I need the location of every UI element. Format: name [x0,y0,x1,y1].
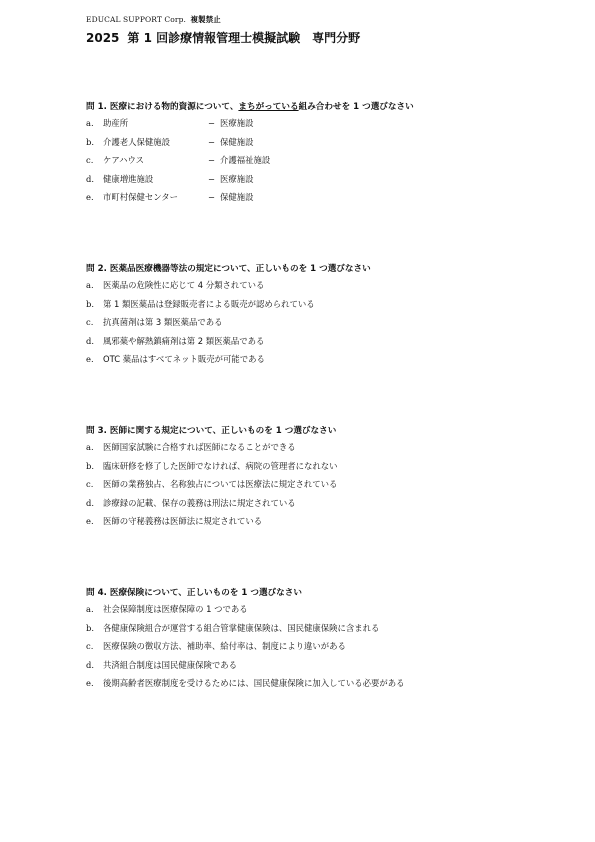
choice-left: 市町村保健センター [103,192,179,203]
choice-text: 医療保険の徴収方法、補助率、給付率は、制度により違いがある [103,641,346,652]
choice-left: 介護老人保健施設 [103,136,170,147]
choice-letter: c. [86,641,94,652]
choice-b [86,295,526,314]
choice-letter: a. [86,442,94,452]
choice-letter: c. [86,479,94,490]
choice-e [86,350,526,369]
question-3-stem [86,424,526,438]
choice-letter: d. [86,335,95,346]
choice-e [86,512,526,531]
choice-a [86,276,526,295]
company-name: EDUCAL SUPPORT Corp. [86,15,186,24]
choice-a [86,438,526,457]
choice-letter: c. [86,317,94,328]
choice-dash: − [208,192,216,203]
choice-letter: e. [86,354,94,365]
choice-text: 医薬品の危険性に応じて 4 分類されている [103,280,265,290]
choice-text: 後期高齢者医療制度を受けるためには、国民健康保険に加入している必要がある [103,678,405,689]
question-4 [86,586,526,693]
choice-text: 臨床研修を修了した医師でなければ、病院の管理者になれない [103,460,338,471]
exam-field: 専門分野 [312,31,361,45]
question-number: 問 1. [86,102,107,112]
choice-dash: − [208,173,216,184]
choice-text: 抗真菌剤は第 3 類医薬品である [103,317,223,328]
copy-prohibited-notice: 複製禁止 [190,15,221,24]
exam-round: 第 1 回診療情報管理士模擬試験 [127,31,301,45]
question-1-stem [86,100,526,114]
question-2 [86,262,526,369]
choice-text: 医師国家試験に合格すれば医師になることができる [103,442,296,452]
choice-dash: − [208,118,216,128]
choice-d [86,656,526,675]
choice-text: 風邪薬や解熱鎮痛剤は第 2 類医薬品である [103,335,265,346]
exam-year: 2025 [86,31,120,45]
choice-letter: a. [86,604,94,614]
choice-a [86,600,526,619]
choice-b [86,133,526,152]
choice-c [86,637,526,656]
choice-right: 医療施設 [220,118,254,128]
page-header [86,14,221,25]
choice-c [86,475,526,494]
choice-d [86,494,526,513]
stem-part: 組み合わせを 1 つ選びなさい [298,102,414,112]
question-number: 問 4. [86,588,107,598]
question-4-stem [86,586,526,600]
page-title [86,29,360,46]
choice-left: ケアハウス [103,155,144,166]
choice-text: 共済組合制度は国民健康保険である [103,659,237,670]
choice-text: 社会保障制度は医療保障の 1 つである [103,604,248,614]
choice-letter: e. [86,678,94,689]
stem-underlined: まちがっている [238,102,299,112]
choice-letter: b. [86,460,95,471]
choice-d [86,332,526,351]
choice-letter: c. [86,155,94,166]
choice-text: OTC 薬品はすべてネット販売が可能である [103,354,265,365]
stem-text: 医薬品医療機器等法の規定について、正しいものを 1 つ選びなさい [109,264,371,274]
choice-text: 診療録の記載、保存の義務は刑法に規定されている [103,497,296,508]
choice-e [86,674,526,693]
choice-dash: − [208,136,216,147]
choice-letter: b. [86,298,95,309]
choice-c [86,151,526,170]
choice-letter: a. [86,118,94,128]
choice-left: 健康増進施設 [103,173,154,184]
choice-c [86,313,526,332]
question-3 [86,424,526,531]
question-2-stem [86,262,526,276]
choice-d [86,170,526,189]
choice-letter: e. [86,192,94,203]
choice-letter: d. [86,497,95,508]
stem-text: 医師に関する規定について、正しいものを 1 つ選びなさい [109,426,337,436]
question-1 [86,100,526,207]
choice-letter: b. [86,622,95,633]
question-number: 問 3. [86,426,107,436]
choice-text: 医師の業務独占、名称独占については医療法に規定されている [103,479,338,490]
choice-right: 保健施設 [220,136,254,147]
stem-text: 医療保険について、正しいものを 1 つ選びなさい [109,588,302,598]
choice-right: 保健施設 [220,192,254,203]
choice-letter: e. [86,516,94,527]
choice-text: 各健康保険組合が運営する組合管掌健康保険は、国民健康保険に含まれる [103,622,380,633]
choice-letter: d. [86,659,95,670]
choice-text: 第 1 類医薬品は登録販売者による販売が認められている [103,298,315,309]
choice-b [86,619,526,638]
choice-letter: d. [86,173,95,184]
stem-part: 医療における物的資源について、 [109,102,239,112]
choice-letter: b. [86,136,95,147]
choice-dash: − [208,155,216,166]
question-number: 問 2. [86,264,107,274]
choice-text: 医師の守秘義務は医師法に規定されている [103,516,263,527]
choice-right: 介護福祉施設 [220,155,271,166]
choice-right: 医療施設 [220,173,254,184]
choice-left: 助産所 [103,118,129,128]
choice-a [86,114,526,133]
choice-b [86,457,526,476]
choice-e [86,188,526,207]
choice-letter: a. [86,280,94,290]
